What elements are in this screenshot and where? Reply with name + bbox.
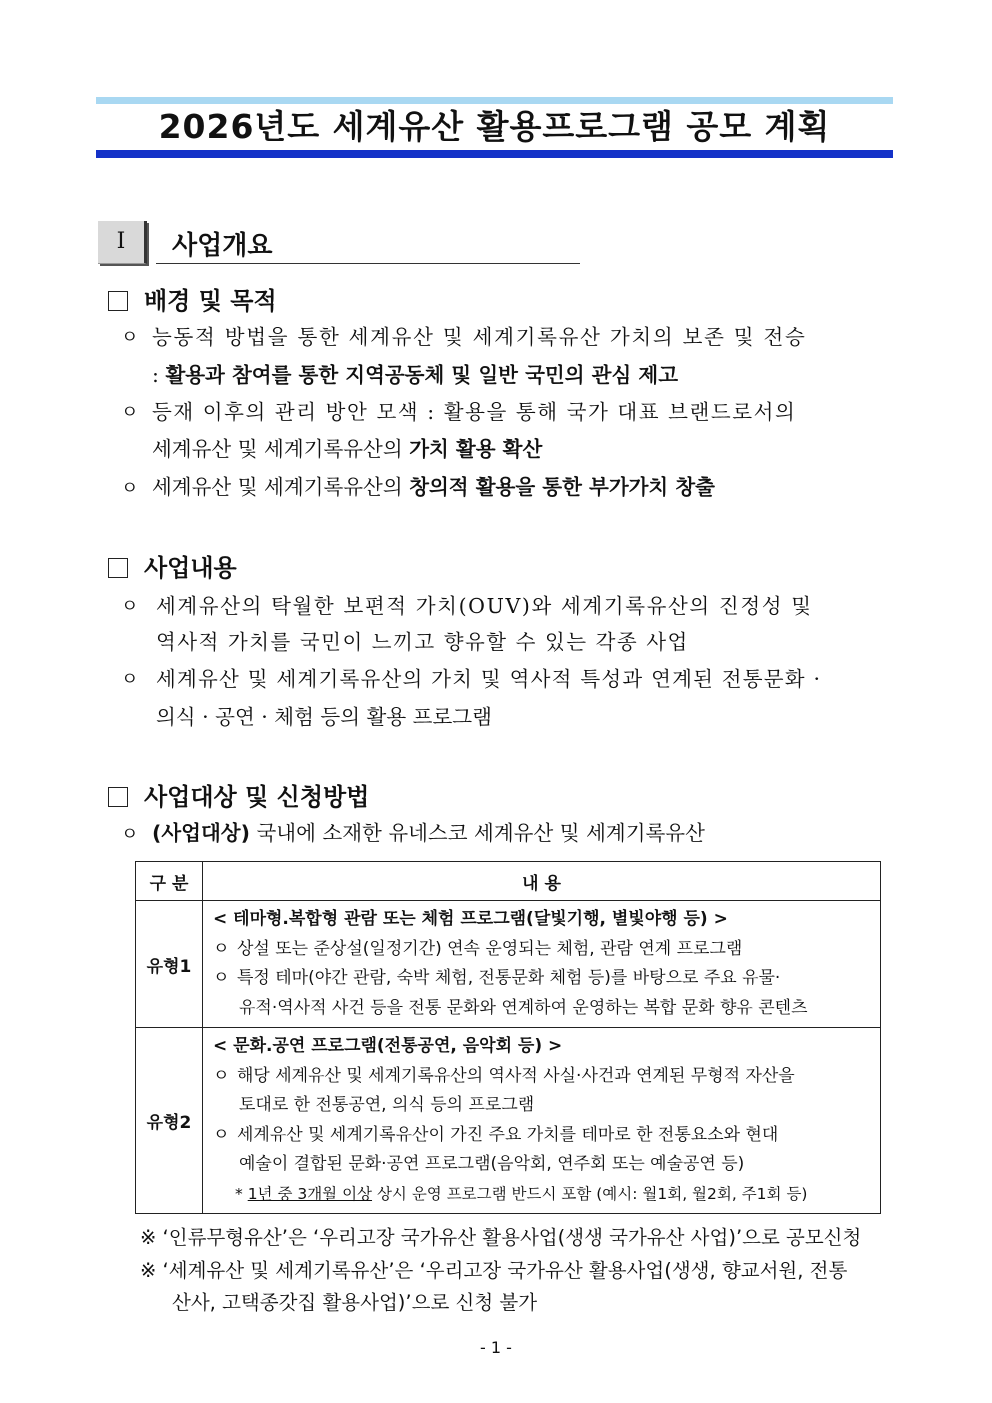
- row-item: [213, 1062, 870, 1092]
- row-item-text: 상설 또는 준상설(일정기간) 연속 운영되는 체험, 관람 연계 프로그램: [237, 938, 743, 959]
- row-item-continued: 예술이 결합된 문화·공연 프로그램(음악회, 연주회 또는 예술공연 등): [239, 1154, 745, 1174]
- footnote-2-continued: 산사, 고택종갓집 활용사업)’으로 신청 불가: [172, 1291, 538, 1314]
- content-cell: [203, 1028, 881, 1214]
- bullet-icon: ㅇ: [121, 596, 139, 617]
- checkbox-square-icon: [108, 558, 128, 578]
- row-item-text: 특정 테마(야간 관람, 숙박 체험, 전통문화 체험 등)를 바탕으로 주요 유물·: [237, 968, 781, 988]
- content-line-3: 세계유산 및 세계기록유산의 가치 및 역사적 특성과 연계된 전통문화 ·: [156, 667, 822, 691]
- footnote-2: ※ ‘세계유산 및 세계기록유산’은 ‘우리고장 국가유산 활용사업(생생, 향교서원, 전통: [140, 1259, 848, 1282]
- bg-line-4-prefix: 세계유산 및 세계기록유산의: [152, 437, 410, 461]
- table-row: [136, 901, 881, 1028]
- title-bar-bottom: [96, 150, 893, 158]
- bg-line-4: [152, 432, 542, 462]
- document-title: 2026년도 세계유산 활용프로그램 공모 계획: [158, 107, 831, 146]
- section-title: 사업개요: [172, 231, 273, 261]
- bg-line-2: [152, 358, 678, 388]
- table-row: [136, 1028, 881, 1214]
- footnote-1: ※ ‘인류무형유산’은 ‘우리고장 국가유산 활용사업(생생 국가유산 사업)’으로 공모신청: [140, 1226, 862, 1249]
- title-bar-top: [96, 97, 893, 104]
- section-underline: [156, 263, 580, 264]
- row-note: [213, 1180, 870, 1210]
- bullet-icon: ㅇ: [121, 327, 139, 348]
- note-star: *: [235, 1184, 248, 1203]
- bg-line-2-bold: 활용과 참여를 통한 지역공동체 및 일반 국민의 관심 제고: [165, 363, 679, 387]
- type-cell: 유형2: [136, 1028, 203, 1214]
- note-text: 상시 운영 프로그램 반드시 포함 (예시: 월1회, 월2회, 주1회 등): [372, 1184, 808, 1203]
- row-item-continued: 토대로 한 전통공연, 의식 등의 프로그램: [239, 1095, 535, 1115]
- content-line-1: 세계유산의 탁월한 보편적 가치(OUV)와 세계기록유산의 진정성 및: [156, 594, 813, 618]
- row-item-continued: 유적·역사적 사건 등을 전통 문화와 연계하여 운영하는 복합 문화 향유 콘텐츠: [239, 997, 808, 1018]
- target-label: (사업대상): [152, 821, 250, 845]
- bullet-icon: ㅇ: [213, 1124, 230, 1145]
- bg-line-2-prefix: :: [152, 363, 166, 387]
- row-item: [213, 1121, 870, 1151]
- row-heading: < 테마형.복합형 관람 또는 체험 프로그램(달빛기행, 별빛야행 등) >: [213, 909, 728, 929]
- row-item-text: 세계유산 및 세계기록유산이 가진 주요 가치를 테마로 한 전통요소와 현대: [237, 1124, 779, 1145]
- content-line-2: 역사적 가치를 국민이 느끼고 향유할 수 있는 각종 사업: [156, 630, 689, 654]
- bullet-icon: ㅇ: [121, 402, 139, 423]
- heading-target: [108, 777, 369, 812]
- heading-content-text: 사업내용: [144, 554, 237, 582]
- bg-line-5-prefix: 세계유산 및 세계기록유산의: [152, 475, 410, 499]
- type-cell: 유형1: [136, 901, 203, 1028]
- page-number: - 1 -: [480, 1338, 512, 1357]
- bg-line-5: [152, 470, 715, 500]
- row-item: [213, 964, 870, 994]
- bg-line-1: 능동적 방법을 통한 세계유산 및 세계기록유산 가치의 보존 및 전승: [152, 325, 807, 349]
- table-header-category: 구 분: [136, 862, 203, 901]
- content-line-4: 의식 · 공연 · 체험 등의 활용 프로그램: [156, 705, 492, 729]
- bullet-icon: ㅇ: [121, 669, 139, 690]
- bg-line-4-bold: 가치 활용 확산: [409, 437, 543, 461]
- checkbox-square-icon: [108, 787, 128, 807]
- table-header-content: 내 용: [203, 862, 881, 901]
- row-heading: < 문화.공연 프로그램(전통공연, 음악회 등) >: [213, 1036, 563, 1056]
- note-underlined: 1년 중 3개월 이상: [247, 1184, 373, 1203]
- bullet-icon: ㅇ: [121, 824, 139, 845]
- heading-background-text: 배경 및 목적: [144, 287, 277, 315]
- bullet-icon: ㅇ: [213, 968, 230, 988]
- bullet-icon: ㅇ: [213, 1065, 230, 1086]
- row-item: [213, 935, 870, 965]
- row-item-text: 해당 세계유산 및 세계기록유산의 역사적 사실·사건과 연계된 무형적 자산을: [237, 1065, 795, 1086]
- content-cell: [203, 901, 881, 1028]
- bullet-icon: ㅇ: [121, 478, 139, 499]
- heading-background: [108, 281, 277, 316]
- bg-line-5-bold: 창의적 활용을 통한 부가가치 창출: [409, 475, 715, 499]
- checkbox-square-icon: [108, 291, 128, 311]
- table-header-row: [136, 862, 881, 901]
- section-number: Ⅰ: [98, 221, 147, 264]
- target-line: [152, 816, 705, 846]
- target-text: 국내에 소재한 유네스코 세계유산 및 세계기록유산: [249, 821, 705, 845]
- program-type-table: [135, 861, 881, 1214]
- heading-content: [108, 548, 237, 583]
- bg-line-3: 등재 이후의 관리 방안 모색 : 활용을 통해 국가 대표 브랜드로서의: [152, 400, 797, 424]
- heading-target-text: 사업대상 및 신청방법: [144, 783, 370, 811]
- bullet-icon: ㅇ: [213, 938, 230, 959]
